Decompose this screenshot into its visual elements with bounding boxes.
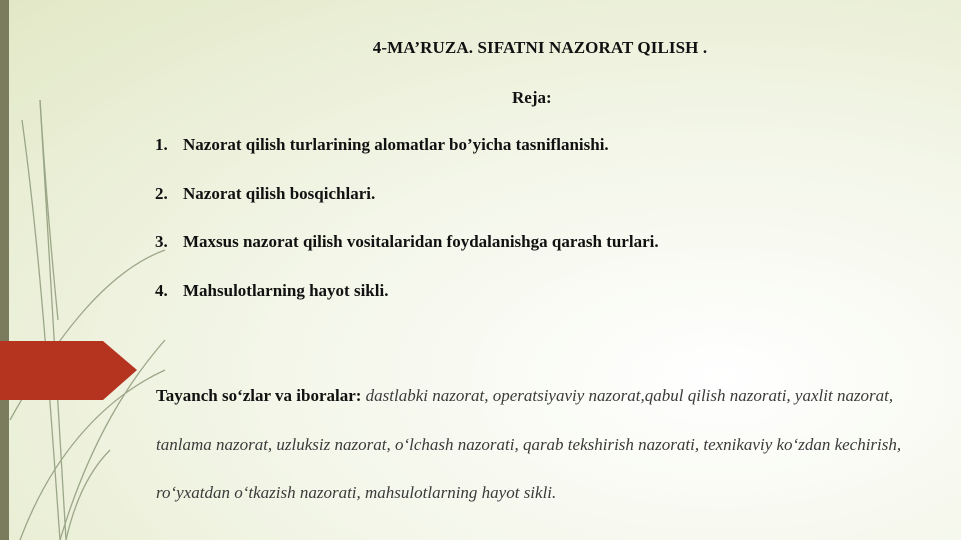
plan-number: 1. <box>155 135 168 154</box>
red-arrow-shape <box>0 341 137 400</box>
plan-item-2 <box>155 183 659 232</box>
plan-item-3 <box>155 231 659 280</box>
keywords-text: dastlabki nazorat, operatsiyaviy nazorat,qabul qilish nazorati, yaxlit nazorat, tanlama nazorat, uzluksiz nazorat, o‘lchash nazorati, qarab tekshirish nazorati, texnikaviy ko‘zdan kechirish, ro‘yxatdan o‘tkazish nazorati, mahsulotlarning hayot sikli. <box>156 386 902 502</box>
plan-number: 4. <box>155 280 168 300</box>
plan-heading: Reja: <box>512 88 552 107</box>
plan-text: Mahsulotlarning hayot sikli. <box>183 280 389 300</box>
plan-item-4 <box>155 280 659 329</box>
plan-text: Nazorat qilish bosqichlari. <box>183 183 376 203</box>
keywords-paragraph <box>156 372 936 518</box>
plan-text: Maxsus nazorat qilish vositalaridan foydalanishga qarash turlari. <box>183 232 659 251</box>
curve-line <box>40 100 58 320</box>
keywords-label: Tayanch so‘zlar va iboralar: <box>156 386 362 405</box>
curve-line <box>22 120 60 540</box>
plan-number: 3. <box>155 232 168 251</box>
plan-text: Nazorat qilish turlarining alomatlar bo’yicha tasniflanishi. <box>183 135 609 154</box>
plan-list <box>155 134 659 328</box>
slide-title: 4-MA’RUZA. SIFATNI NAZORAT QILISH . <box>372 38 708 57</box>
plan-item-1 <box>155 134 659 183</box>
plan-number: 2. <box>155 183 168 203</box>
